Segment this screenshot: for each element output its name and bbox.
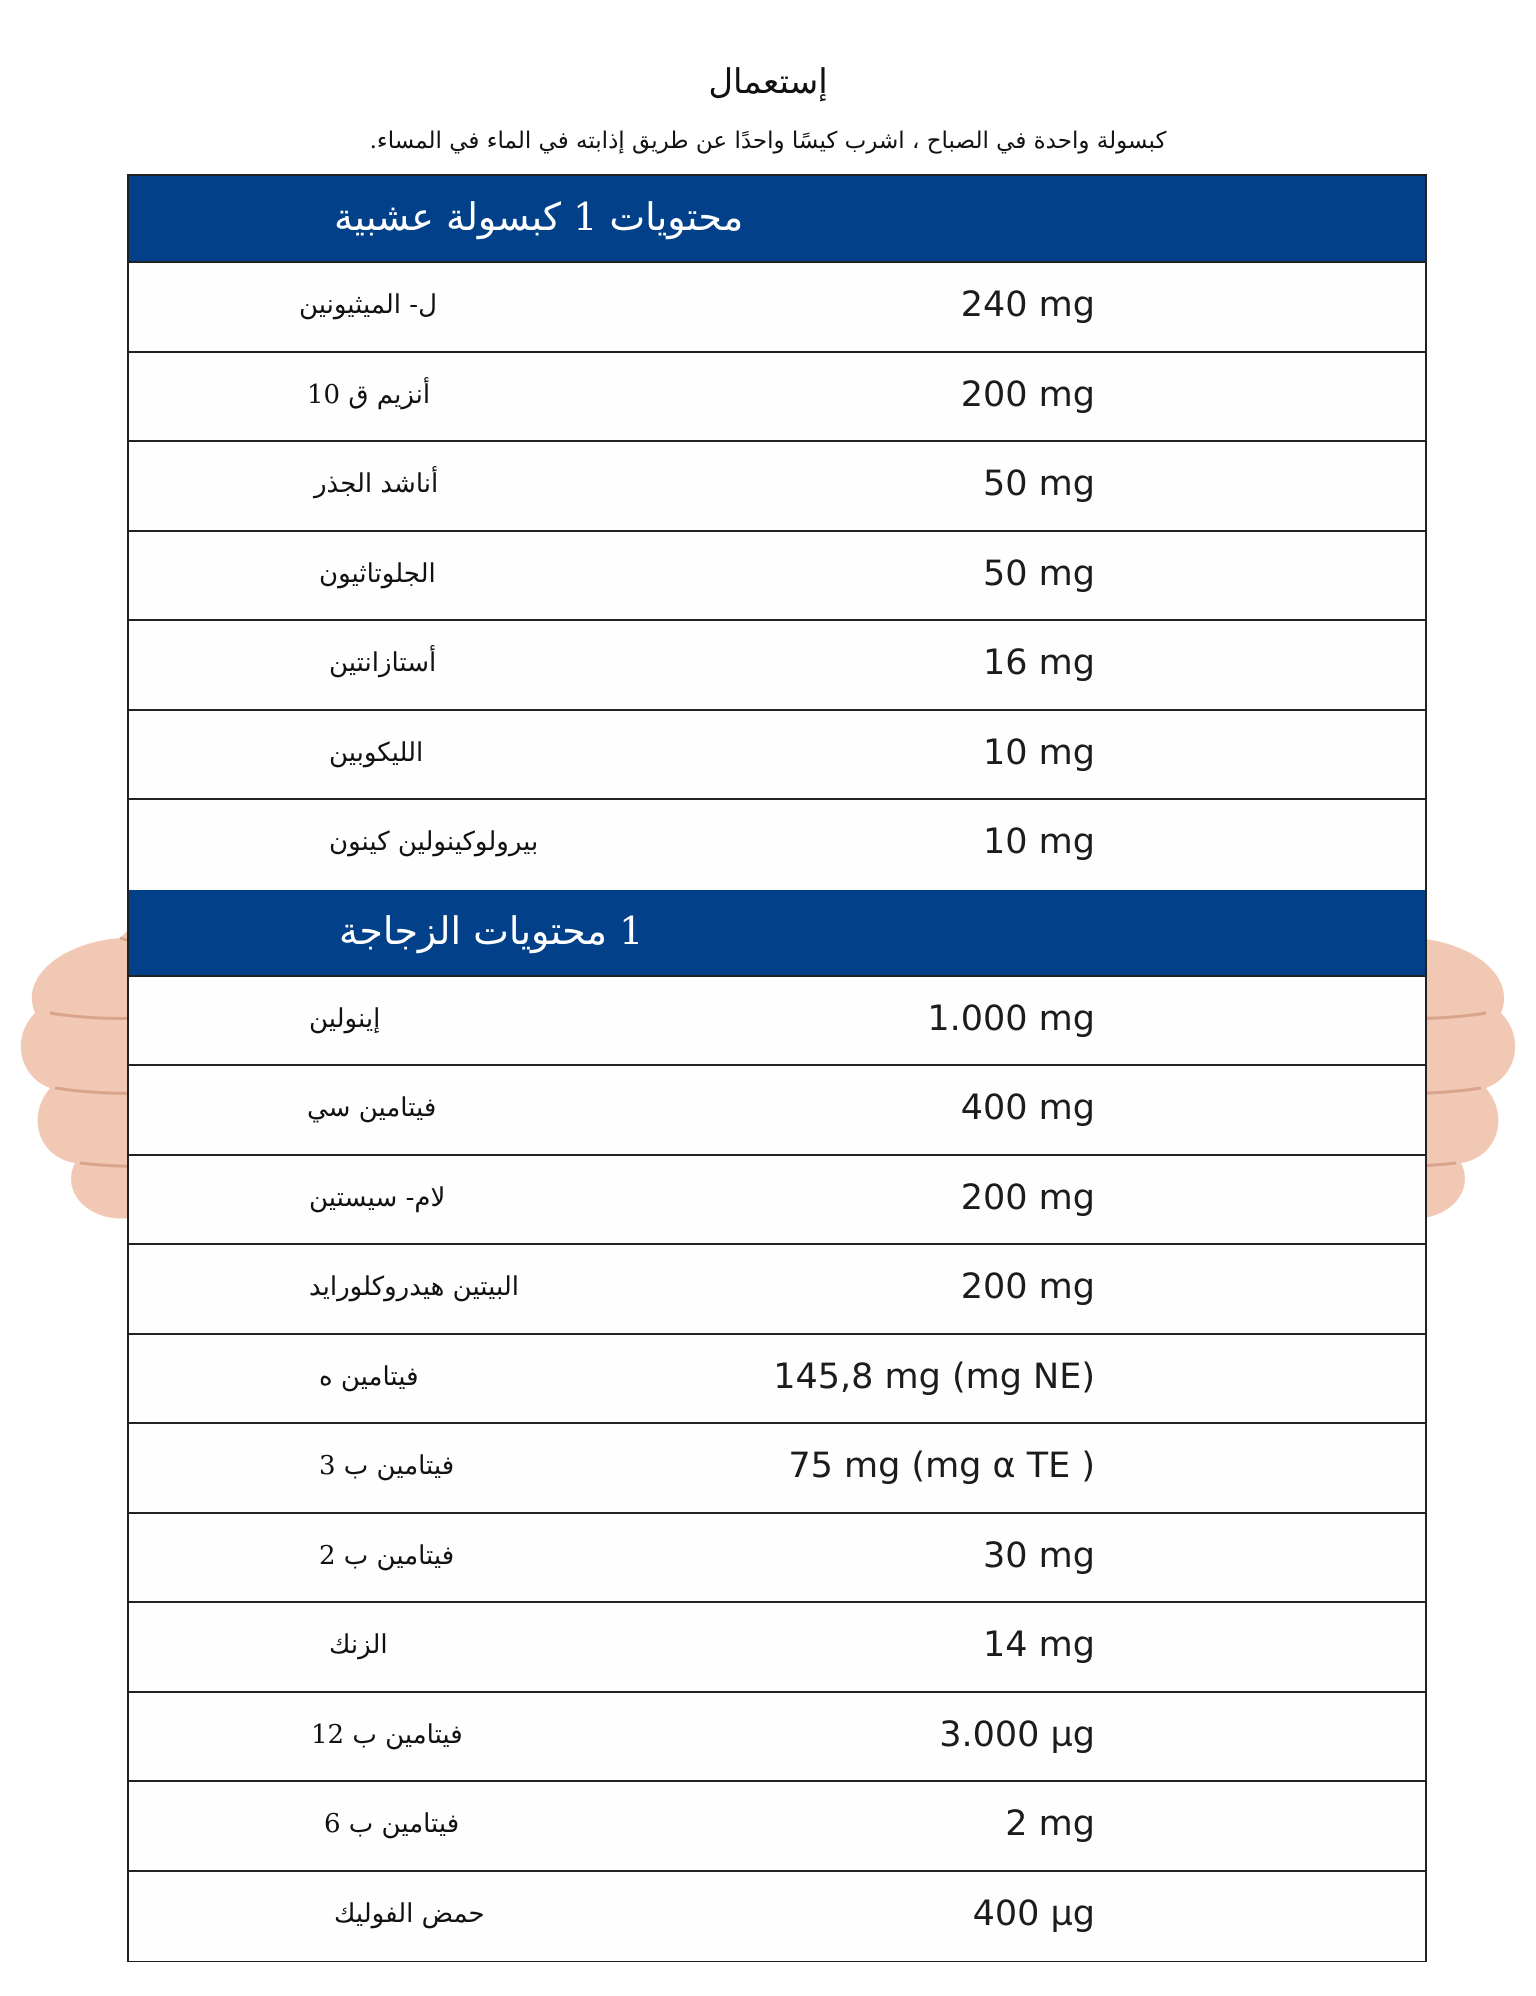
table-row <box>129 1514 1425 1604</box>
ingredient-name: إينولين <box>309 1003 381 1034</box>
ingredient-name: البيتين هيدروكلورايد <box>309 1272 519 1302</box>
ingredient-amount: 3.000 µg <box>939 1714 1095 1755</box>
table-row <box>129 1424 1425 1514</box>
ingredient-name: الليكوبين <box>329 737 424 768</box>
table-row <box>129 1245 1425 1335</box>
ingredient-name: فيتامين ب 12 <box>311 1719 463 1750</box>
table-row <box>129 1066 1425 1156</box>
ingredient-amount: 1.000 mg <box>927 998 1095 1039</box>
ingredient-amount: 75 mg (mg α TE ) <box>788 1446 1095 1486</box>
ingredient-name: لام- سيستين <box>309 1182 446 1213</box>
ingredient-amount: 200 mg <box>960 374 1095 415</box>
table-row <box>129 1782 1425 1872</box>
usage-instructions: كبسولة واحدة في الصباح ، اشرب كيسًا واحدًا عن طريق إذابته في الماء في المساء. <box>369 128 1167 154</box>
ingredient-amount: 2 mg <box>1005 1804 1095 1844</box>
sachet-rows <box>129 977 1425 1962</box>
table-row <box>129 532 1425 622</box>
table-row <box>129 1693 1425 1783</box>
table-row <box>129 263 1425 353</box>
ingredient-amount: 30 mg <box>983 1535 1095 1576</box>
ingredient-amount: 145,8 mg (mg NE) <box>773 1356 1095 1397</box>
ingredient-name: ل- الميثيونين <box>299 290 437 320</box>
table-row <box>129 977 1425 1067</box>
ingredient-amount: 400 µg <box>972 1893 1095 1934</box>
capsule-rows <box>129 263 1425 890</box>
ingredient-name: فيتامين ب 6 <box>324 1809 460 1839</box>
table-row <box>129 711 1425 801</box>
ingredient-amount: 400 mg <box>960 1088 1095 1128</box>
sachet-section-title: 1 محتويات الزجاجة <box>339 908 644 953</box>
ingredient-amount: 10 mg <box>983 822 1095 862</box>
table-row <box>129 442 1425 532</box>
ingredient-name: فيتامين ب 2 <box>319 1540 455 1571</box>
ingredient-name: أستازانتين <box>329 648 437 678</box>
ingredient-name: بيرولوكينولين كينون <box>329 827 539 857</box>
ingredient-amount: 10 mg <box>983 732 1095 773</box>
nutrition-table <box>127 174 1427 1962</box>
ingredient-name: فيتامين ه <box>319 1361 419 1392</box>
table-row <box>129 1603 1425 1693</box>
table-row <box>129 1156 1425 1246</box>
table-row <box>129 1872 1425 1962</box>
ingredient-name: الجلوتاثيون <box>319 558 436 589</box>
ingredient-name: فيتامين سي <box>307 1093 437 1123</box>
table-row <box>129 621 1425 711</box>
usage-title: إستعمال <box>708 62 828 102</box>
ingredient-name: فيتامين ب 3 <box>319 1451 455 1481</box>
ingredient-name: أنزيم ق 10 <box>307 379 431 410</box>
ingredient-amount: 50 mg <box>983 464 1095 504</box>
ingredient-name: الزنك <box>329 1630 388 1660</box>
ingredient-amount: 16 mg <box>983 643 1095 683</box>
table-row <box>129 1335 1425 1425</box>
table-row <box>129 353 1425 443</box>
ingredient-amount: 200 mg <box>960 1267 1095 1307</box>
ingredient-amount: 240 mg <box>960 285 1095 325</box>
ingredient-amount: 200 mg <box>960 1177 1095 1218</box>
table-row <box>129 800 1425 890</box>
capsule-section-header <box>129 176 1425 263</box>
ingredient-amount: 50 mg <box>983 553 1095 594</box>
capsule-section-title: محتويات 1 كبسولة عشبية <box>334 195 744 239</box>
ingredient-name: أناشد الجذر <box>314 469 439 499</box>
ingredient-name: حمض الفوليك <box>334 1898 485 1929</box>
ingredient-amount: 14 mg <box>983 1625 1095 1665</box>
sachet-section-header <box>129 890 1425 977</box>
